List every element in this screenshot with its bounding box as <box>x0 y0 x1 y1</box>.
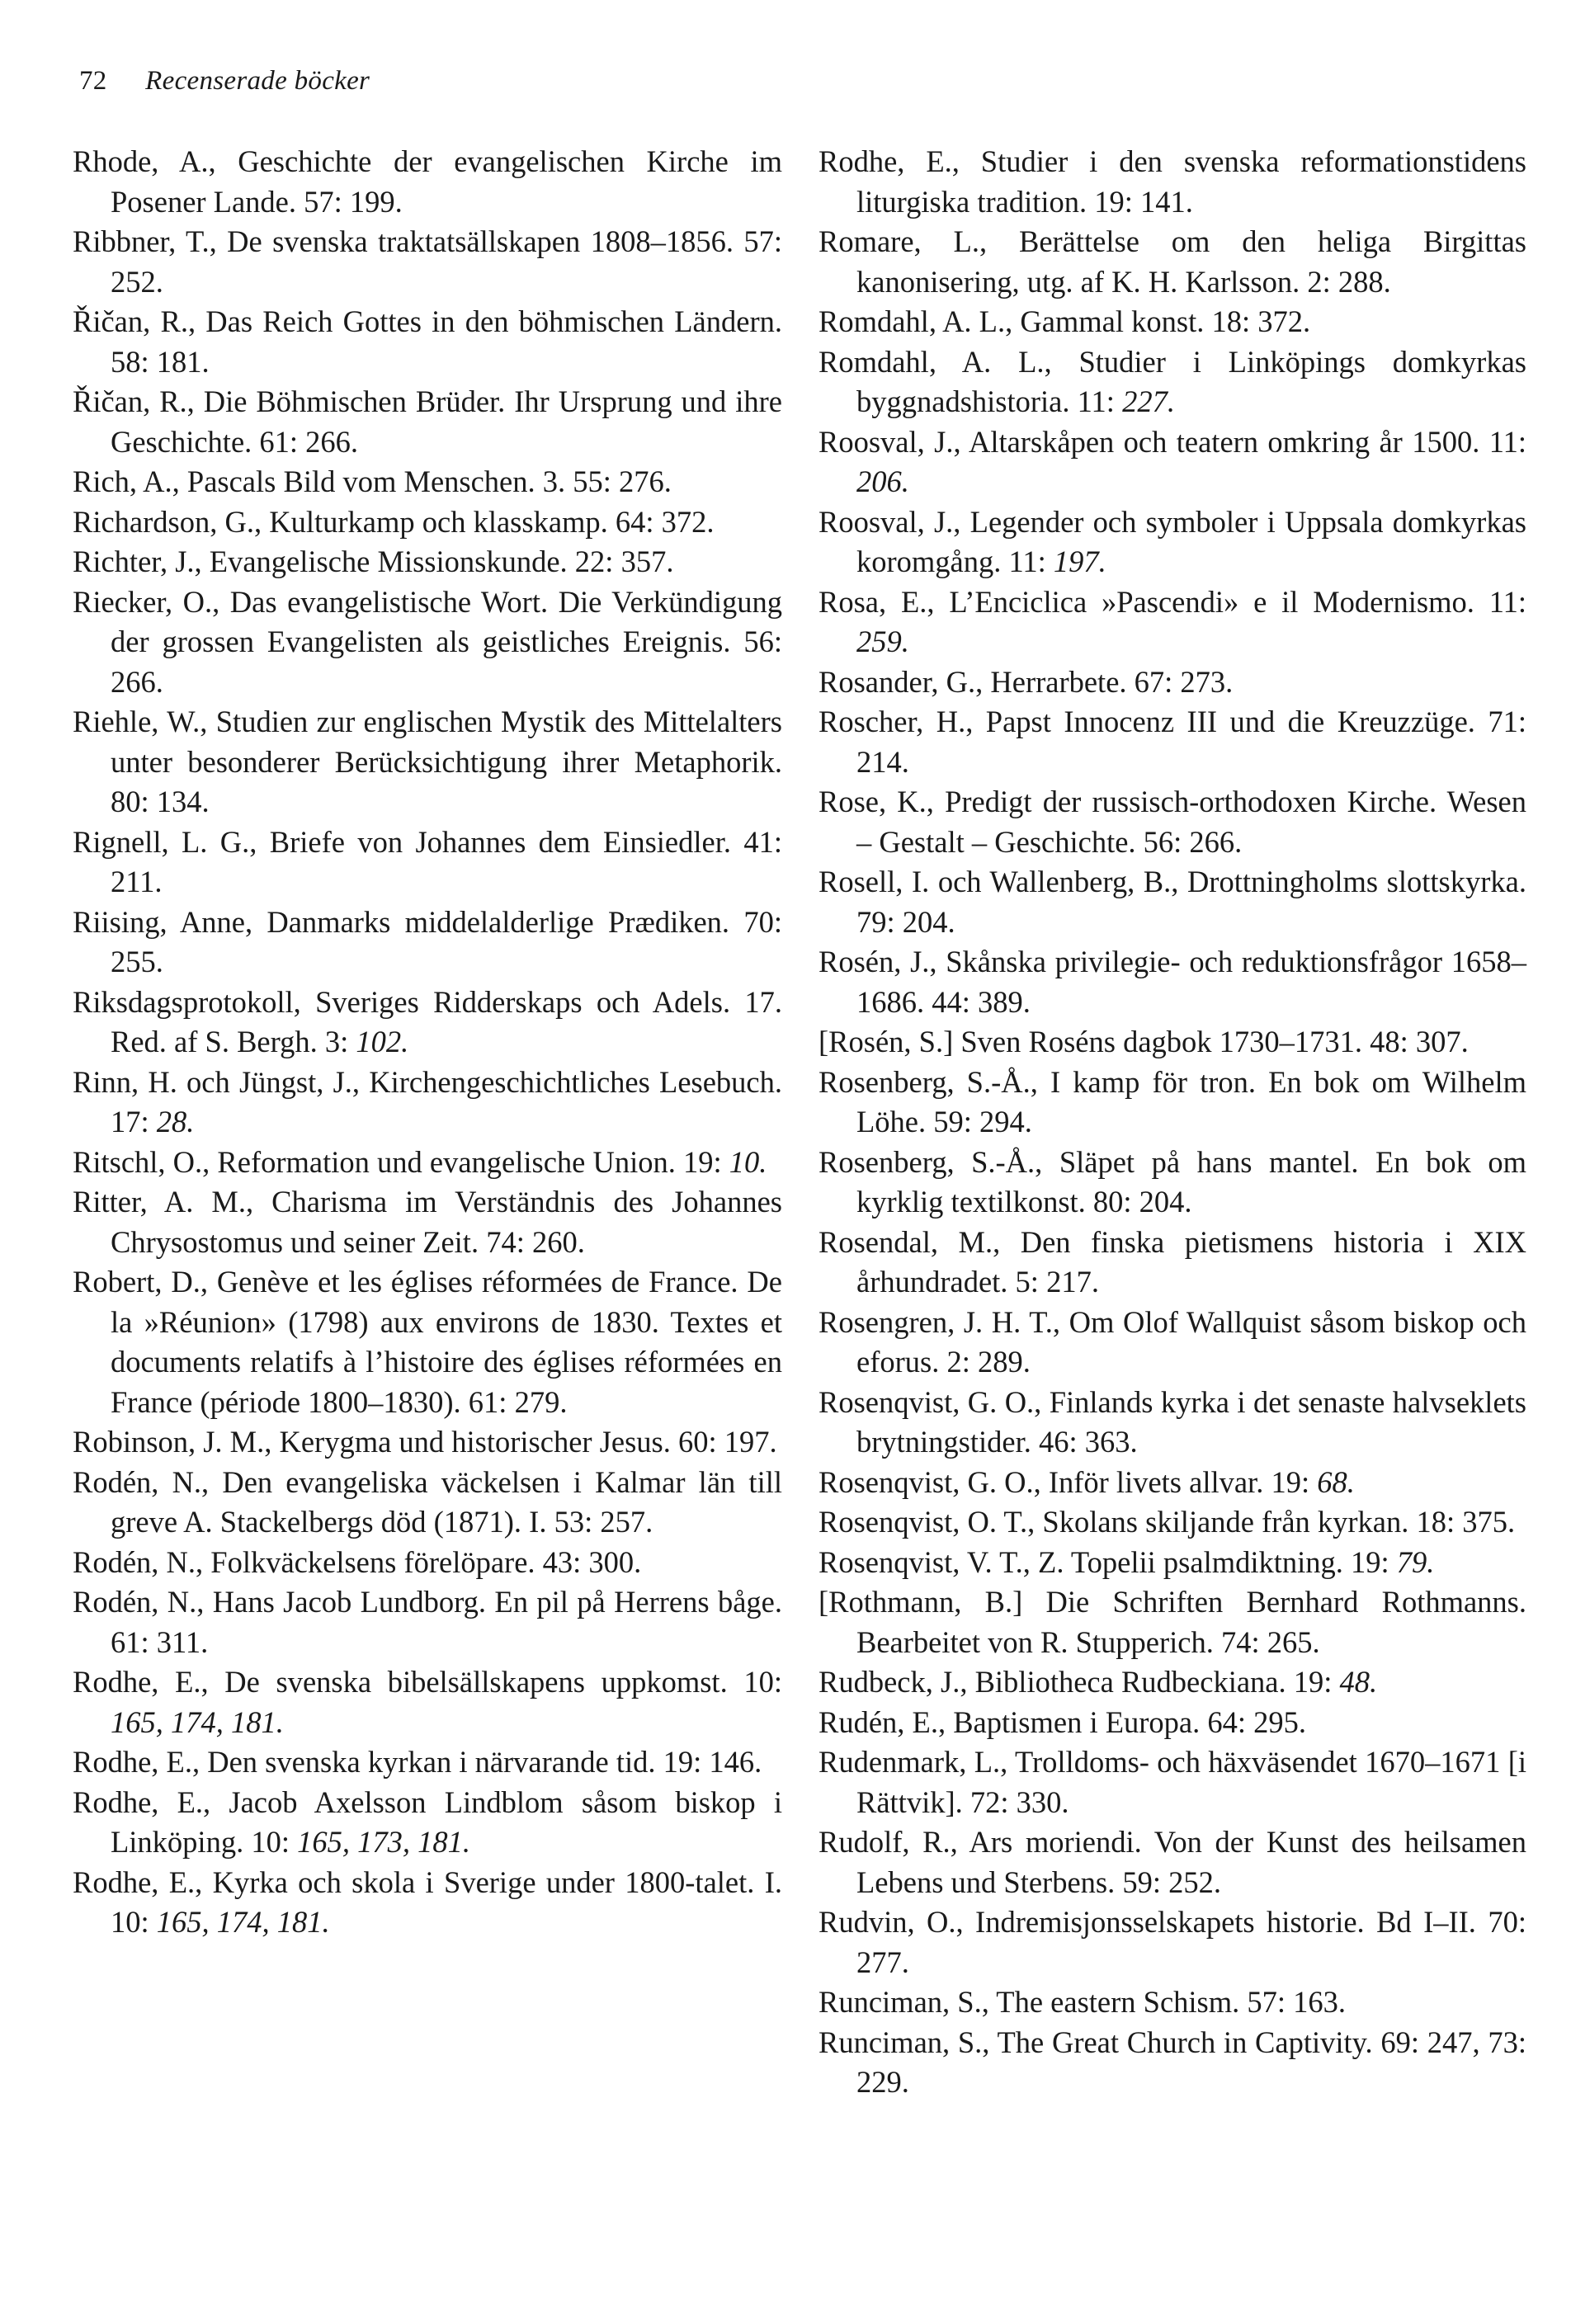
entry-pages-italic: 68. <box>1317 1464 1355 1499</box>
entry-text: Ritschl, O., Reformation und evangelische Union. 19: <box>73 1144 729 1179</box>
entry-text: Rich, A., Pascals Bild vom Menschen. 3. 55: 276. <box>73 464 672 498</box>
entry-pages-italic: 10. <box>729 1144 767 1179</box>
index-entry <box>819 1063 1526 1143</box>
index-entry <box>819 502 1526 582</box>
entry-text: Rodhe, E., Jacob Axelsson Lindblom såsom biskop i Linköping. 10: <box>73 1784 782 1859</box>
entry-text: Roosval, J., Legender och symboler i Uppsala domkyrkas koromgång. 11: <box>819 504 1526 578</box>
entry-text: Ritter, A. M., Charisma im Verständnis des Johannes Chrysostomus und seiner Zeit. 74: 260. <box>73 1185 782 1259</box>
entry-text: Rodén, N., Den evangeliska väckelsen i Kalmar län till greve A. Stackelbergs död (1871). I. 53: 257. <box>73 1464 782 1539</box>
index-entry <box>73 1422 782 1463</box>
index-entry <box>819 702 1526 782</box>
index-entry <box>73 1063 782 1143</box>
entry-text: Rose, K., Predigt der russisch-orthodoxen Kirche. Wesen – Gestalt – Geschichte. 56: 266. <box>819 785 1526 859</box>
index-entry <box>819 222 1526 302</box>
entry-text: Riehle, W., Studien zur englischen Mystik des Mittelalters unter besonderer Berücksichtigung ihrer Metaphorik. 80: 134. <box>73 705 782 818</box>
index-entry <box>73 983 782 1063</box>
index-entry <box>73 1742 782 1783</box>
entry-pages-italic: 48. <box>1339 1665 1378 1699</box>
entry-text: Ribbner, T., De svenska traktatsällskapen 1808–1856. 57: 252. <box>73 224 782 299</box>
entry-text: Rosa, E., L’Enciclica »Pascendi» e il Modernismo. 11: <box>819 584 1526 619</box>
page-number: 72 <box>79 66 107 96</box>
index-entry <box>819 302 1526 342</box>
entry-text: Rhode, A., Geschichte der evangelischen Kirche im Posener Lande. 57: 199. <box>73 144 782 219</box>
entry-pages-italic: 165, 174, 181. <box>111 1704 284 1739</box>
entry-text: Runciman, S., The Great Church in Captivity. 69: 247, 73: 229. <box>819 2025 1526 2099</box>
index-entry <box>73 1783 782 1863</box>
index-entry <box>73 1863 782 1943</box>
entry-pages-italic: 79. <box>1396 1544 1435 1579</box>
entry-text: Rudbeck, J., Bibliotheca Rudbeckiana. 19: <box>819 1665 1340 1699</box>
entry-text: Rosengren, J. H. T., Om Olof Wallquist såsom biskop och eforus. 2: 289. <box>819 1304 1526 1379</box>
index-entry <box>819 1463 1526 1503</box>
entry-text: Rignell, L. G., Briefe von Johannes dem Einsiedler. 41: 211. <box>73 824 782 898</box>
index-entry <box>819 1143 1526 1223</box>
index-entry <box>819 1703 1526 1743</box>
index-entry <box>73 302 782 382</box>
index-entry <box>73 702 782 823</box>
right-column <box>819 142 1526 2103</box>
entry-pages-italic: 206. <box>856 464 909 498</box>
entry-pages-italic: 165, 174, 181. <box>156 1905 330 1939</box>
index-entry <box>819 422 1526 502</box>
entry-text: Runciman, S., The eastern Schism. 57: 163. <box>819 1985 1347 2019</box>
index-entry <box>73 222 782 302</box>
index-entry <box>819 1223 1526 1303</box>
entry-text: Riksdagsprotokoll, Sveriges Ridderskaps och Adels. 17. Red. af S. Bergh. 3: <box>73 984 782 1058</box>
index-entry <box>819 582 1526 662</box>
entry-text: Rosenqvist, O. T., Skolans skiljande från kyrkan. 18: 375. <box>819 1505 1516 1539</box>
index-entry <box>819 1022 1526 1063</box>
entry-text: Romdahl, A. L., Studier i Linköpings domkyrkas byggnadshistoria. 11: <box>819 344 1526 418</box>
index-entry <box>73 462 782 502</box>
index-entry <box>819 1502 1526 1543</box>
entry-text: Rodhe, E., Den svenska kyrkan i närvarande tid. 19: 146. <box>73 1745 762 1779</box>
page-header <box>79 66 370 97</box>
index-entry <box>819 1902 1526 1982</box>
index-entry <box>819 1543 1526 1583</box>
entry-text: Roscher, H., Papst Innocenz III und die Kreuzzüge. 71: 214. <box>819 705 1526 779</box>
entry-pages-italic: 197. <box>1053 544 1106 578</box>
index-entry <box>73 1262 782 1422</box>
entry-text: Riecker, O., Das evangelistische Wort. Die Verkündigung der grossen Evangelisten als geistliches Ereignis. 56: 266. <box>73 584 782 699</box>
index-entry <box>819 1982 1526 2023</box>
entry-pages-italic: 102. <box>356 1025 409 1058</box>
entry-text: Romdahl, A. L., Gammal konst. 18: 372. <box>819 304 1311 338</box>
entry-text: Rinn, H. och Jüngst, J., Kirchengeschichtliches Lesebuch. 17: <box>73 1064 782 1138</box>
left-column <box>73 142 782 1943</box>
entry-text: Rosenqvist, V. T., Z. Topelii psalmdiktning. 19: <box>819 1544 1397 1579</box>
index-entry <box>819 1742 1526 1822</box>
entry-text: Rudvin, O., Indremisjonsselskapets historie. Bd I–II. 70: 277. <box>819 1905 1526 1979</box>
entry-text: Rosenberg, S.-Å., I kamp för tron. En bok om Wilhelm Löhe. 59: 294. <box>819 1064 1526 1138</box>
entry-text: Rudén, E., Baptismen i Europa. 64: 295. <box>819 1704 1307 1739</box>
index-entry <box>73 502 782 543</box>
index-entry <box>819 1582 1526 1662</box>
entry-text: Rosell, I. och Wallenberg, B., Drottningholms slottskyrka. 79: 204. <box>819 865 1526 939</box>
entry-text: Rosenberg, S.-Å., Släpet på hans mantel. En bok om kyrklig textilkonst. 80: 204. <box>819 1144 1526 1219</box>
index-entry <box>73 1543 782 1583</box>
entry-pages-italic: 165, 173, 181. <box>297 1825 470 1859</box>
index-entry <box>819 342 1526 422</box>
index-entry <box>73 1182 782 1262</box>
entry-text: Rodén, N., Folkväckelsens förelöpare. 43: 300. <box>73 1544 642 1579</box>
index-entry <box>819 782 1526 862</box>
entry-text: Richardson, G., Kulturkamp och klasskamp. 64: 372. <box>73 504 715 539</box>
entry-text: Riising, Anne, Danmarks middelalderlige Prædiken. 70: 255. <box>73 904 782 978</box>
index-entry <box>73 903 782 983</box>
index-entry <box>819 1303 1526 1383</box>
entry-text: Rosenqvist, G. O., Inför livets allvar. 19: <box>819 1464 1318 1499</box>
entry-text: Rudolf, R., Ars moriendi. Von der Kunst des heilsamen Lebens und Sterbens. 59: 252. <box>819 1825 1526 1899</box>
entry-text: Rodhe, E., De svenska bibelsällskapens uppkomst. 10: <box>73 1665 782 1699</box>
index-entry <box>819 1662 1526 1703</box>
entry-text: [Rosén, S.] Sven Roséns dagbok 1730–1731. 48: 307. <box>819 1025 1469 1058</box>
entry-text: Rodén, N., Hans Jacob Lundborg. En pil på Herrens båge. 61: 311. <box>73 1585 782 1659</box>
entry-text: Robert, D., Genève et les églises réformées de France. De la »Réunion» (1798) aux environs de 1830. Textes et documents relatifs à l’histoire des églises réformées en France (période 1800–1830). 61: 279. <box>73 1265 782 1419</box>
entry-text: [Rothmann, B.] Die Schriften Bernhard Rothmanns. Bearbeitet von R. Stupperich. 74: 265. <box>819 1585 1526 1659</box>
index-entry <box>819 942 1526 1022</box>
entry-text: Richter, J., Evangelische Missionskunde. 22: 357. <box>73 544 674 578</box>
entry-text: Rodhe, E., Studier i den svenska reformationstidens liturgiska tradition. 19: 141. <box>819 144 1526 219</box>
index-entry <box>73 1662 782 1742</box>
index-entry <box>819 1822 1526 1902</box>
entry-pages-italic: 28. <box>156 1105 195 1138</box>
entry-pages-italic: 227. <box>1122 384 1175 418</box>
index-entry <box>819 862 1526 942</box>
entry-text: Rosenqvist, G. O., Finlands kyrka i det senaste halvseklets brytningstider. 46: 363. <box>819 1384 1526 1459</box>
entry-text: Robinson, J. M., Kerygma und historischer Jesus. 60: 197. <box>73 1425 777 1459</box>
index-entry <box>73 1463 782 1543</box>
index-entry <box>819 2023 1526 2103</box>
index-entry <box>819 1383 1526 1463</box>
entry-text: Řičan, R., Das Reich Gottes in den böhmischen Ländern. 58: 181. <box>73 304 782 379</box>
entry-text: Řičan, R., Die Böhmischen Brüder. Ihr Ursprung und ihre Geschichte. 61: 266. <box>73 384 782 459</box>
index-entry <box>73 582 782 703</box>
running-title: Recenserade böcker <box>145 66 370 96</box>
entry-text: Rosén, J., Skånska privilegie- och reduktionsfrågor 1658–1686. 44: 389. <box>819 945 1526 1019</box>
entry-text: Romare, L., Berättelse om den heliga Birgittas kanonisering, utg. af K. H. Karlsson. 2: 288. <box>819 224 1526 299</box>
entry-text: Rudenmark, L., Trolldoms- och häxväsendet 1670–1671 [i Rättvik]. 72: 330. <box>819 1745 1526 1819</box>
entry-text: Rosander, G., Herrarbete. 67: 273. <box>819 664 1234 699</box>
index-entry <box>73 1582 782 1662</box>
index-entry <box>73 142 782 222</box>
index-entry <box>73 382 782 462</box>
index-entry <box>73 1143 782 1183</box>
index-entry <box>73 823 782 903</box>
index-entry <box>819 142 1526 222</box>
entry-text: Rosendal, M., Den finska pietismens historia i XIX århundradet. 5: 217. <box>819 1224 1526 1299</box>
entry-pages-italic: 259. <box>856 625 909 658</box>
entry-text: Roosval, J., Altarskåpen och teatern omkring år 1500. 11: <box>819 424 1526 459</box>
index-entry <box>73 542 782 582</box>
entry-text: Rodhe, E., Kyrka och skola i Sverige under 1800-talet. I. 10: <box>73 1864 782 1939</box>
index-entry <box>819 662 1526 703</box>
